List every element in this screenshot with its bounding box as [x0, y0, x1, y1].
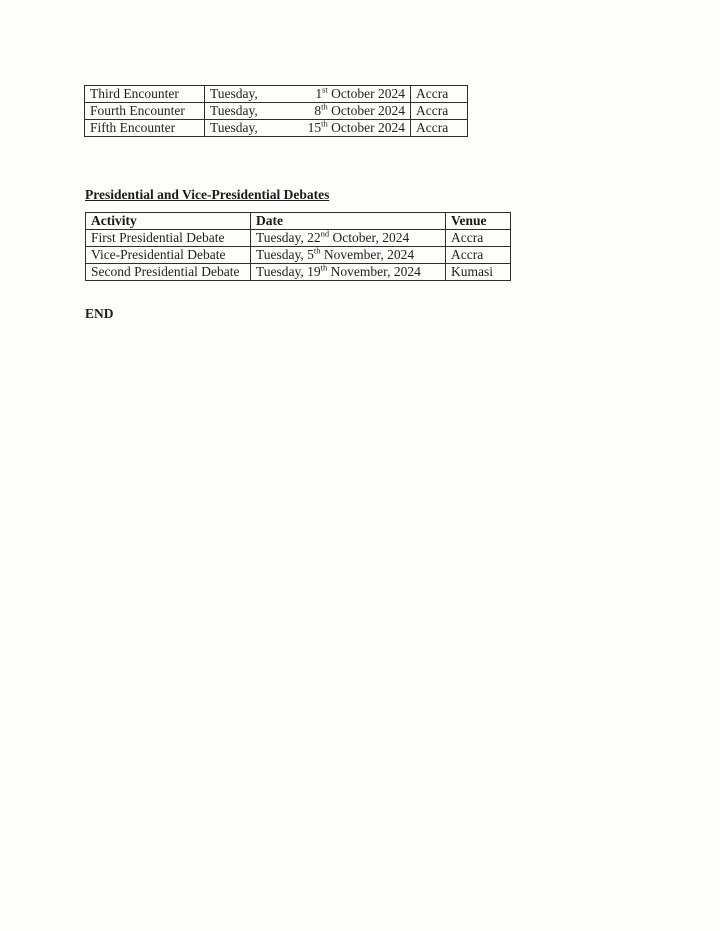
date-cell — [205, 120, 411, 137]
venue-cell: Accra — [411, 103, 468, 120]
activity-header: Activity — [86, 213, 251, 230]
activity-cell: First Presidential Debate — [86, 230, 251, 247]
day-label: Tuesday, — [210, 86, 258, 101]
debates-table — [85, 212, 511, 281]
table-header-row — [86, 213, 511, 230]
date-value: 15th October 2024 — [307, 119, 405, 135]
date-cell: Tuesday, 22nd October, 2024 — [251, 230, 446, 247]
venue-cell: Kumasi — [446, 264, 511, 281]
end-marker: END — [85, 306, 114, 321]
venue-cell: Accra — [411, 86, 468, 103]
activity-cell: Vice-Presidential Debate — [86, 247, 251, 264]
date-value: 1st October 2024 — [315, 85, 405, 101]
table-row — [86, 230, 511, 247]
date-cell — [205, 86, 411, 103]
table-row — [85, 103, 468, 120]
activity-cell: Third Encounter — [85, 86, 205, 103]
date-cell — [205, 103, 411, 120]
table-row — [85, 120, 468, 137]
venue-header: Venue — [446, 213, 511, 230]
day-label: Tuesday, — [210, 120, 258, 135]
table-row — [86, 247, 511, 264]
venue-cell: Accra — [411, 120, 468, 137]
table-row — [86, 264, 511, 281]
venue-cell: Accra — [446, 230, 511, 247]
activity-cell: Second Presidential Debate — [86, 264, 251, 281]
debates-heading: Presidential and Vice-Presidential Debates — [85, 187, 330, 202]
activity-cell: Fourth Encounter — [85, 103, 205, 120]
day-label: Tuesday, — [210, 103, 258, 118]
date-cell: Tuesday, 5th November, 2024 — [251, 247, 446, 264]
table-row — [85, 86, 468, 103]
activity-cell: Fifth Encounter — [85, 120, 205, 137]
encounters-table — [84, 85, 468, 137]
date-cell: Tuesday, 19th November, 2024 — [251, 264, 446, 281]
date-value: 8th October 2024 — [314, 102, 405, 118]
date-header: Date — [251, 213, 446, 230]
venue-cell: Accra — [446, 247, 511, 264]
